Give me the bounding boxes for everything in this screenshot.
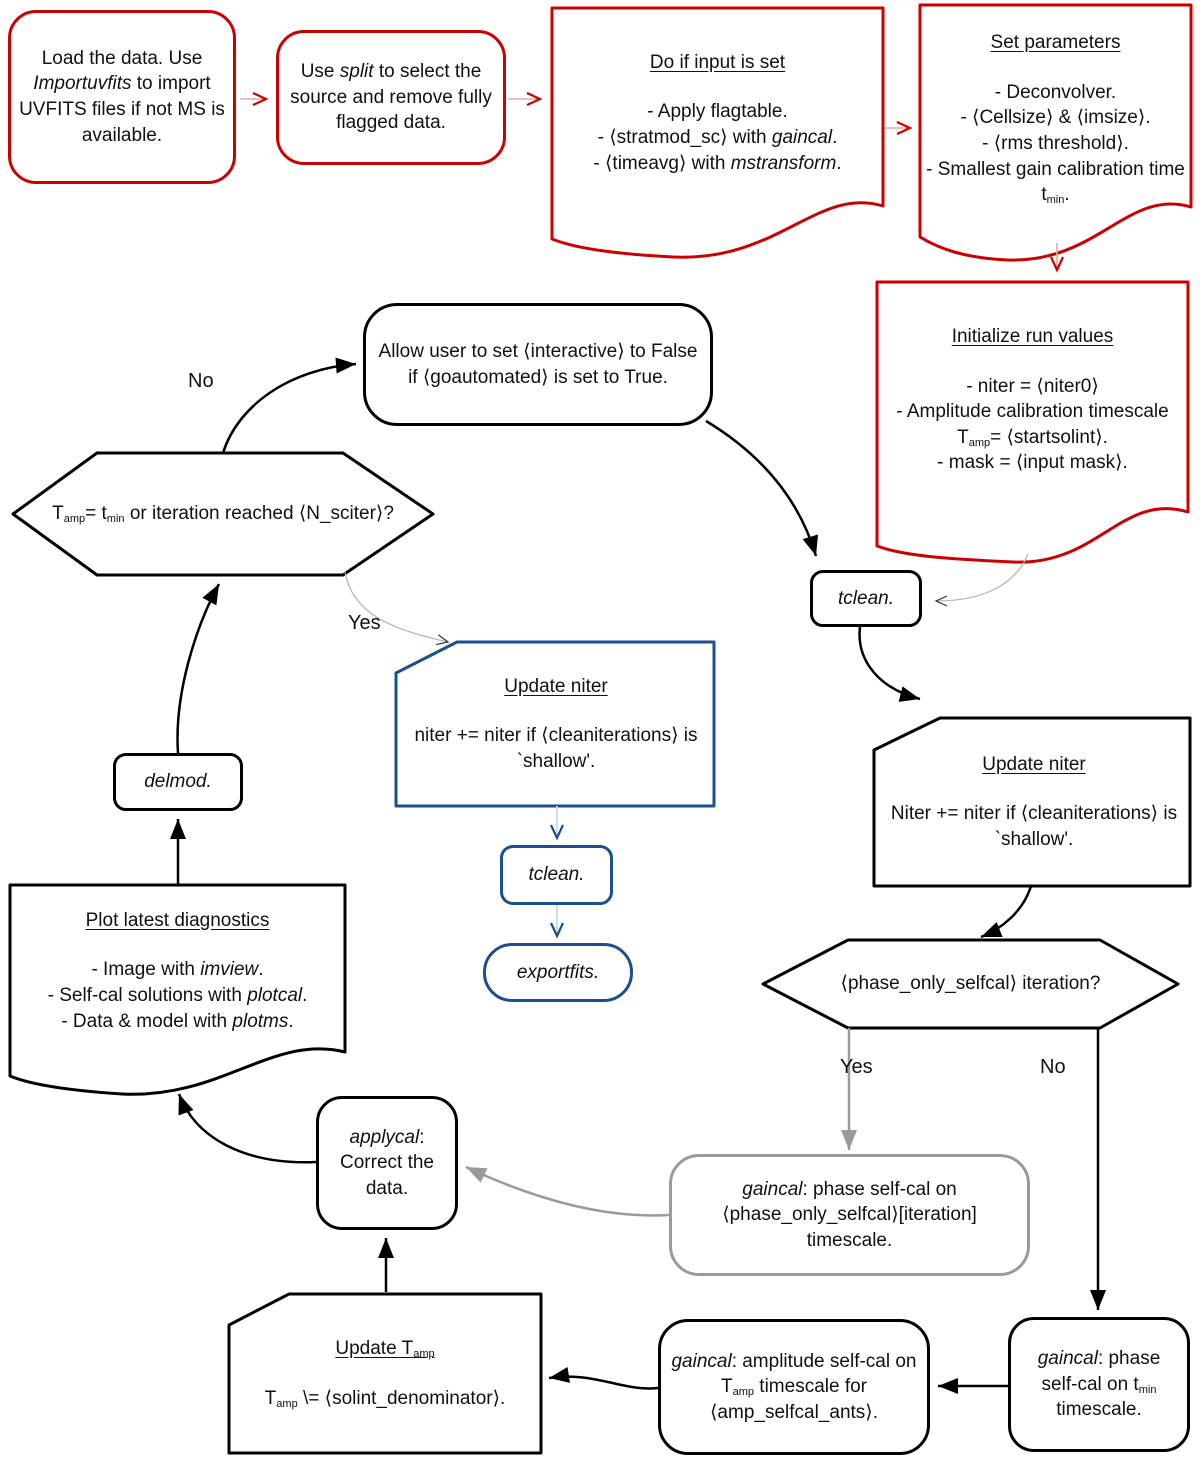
tclean-exit-text: tclean.: [528, 864, 585, 886]
plot-diagnostics-item: - Image with imview.: [91, 959, 264, 981]
allow-user-text: Allow user to set ⟨interactive⟩ to False if ⟨goautomated⟩ is set to True.: [378, 340, 698, 388]
initialize-run-document-shape: [877, 282, 1188, 562]
allow-user-node: [363, 303, 713, 426]
edge-applycal-to-plot-diagnostics: [179, 1094, 316, 1162]
edge-gaincal-amp-to-update-tamp: [549, 1377, 658, 1389]
gaincal-phase-tmin-node: [1008, 1317, 1190, 1452]
set-parameters-item: - Smallest gain calibration time $t_{min}$.: [926, 158, 1185, 207]
tclean-main-node: [810, 570, 922, 627]
do-if-input-item: - ⟨timeavg⟩ with mstransform.: [593, 152, 842, 174]
edge-delmod-to-tamp-decision: [178, 584, 219, 753]
tamp-decision-hexagon: [13, 453, 433, 575]
update-niter-exit-flag-shape: [396, 642, 714, 806]
update-tamp-text: $T_{amp}$ \= ⟨solint_denominator⟩.: [264, 1387, 506, 1410]
update-niter-exit-title: Update niter: [504, 675, 608, 697]
initialize-run-item: - Amplitude calibration timescale $T_{amp}=$ ⟨startsolint⟩.: [896, 401, 1169, 449]
delmod-node: [113, 753, 243, 811]
split-text: Use split to select the source and remove fully flagged data.: [290, 61, 492, 134]
edge-tclean-to-update-niter: [860, 627, 920, 699]
set-parameters-title: Set parameters: [990, 32, 1121, 54]
plot-diagnostics-item: - Self-cal solutions with plotcal.: [47, 985, 308, 1006]
delmod-text: delmod.: [144, 771, 212, 793]
update-niter-main-flag-shape: [874, 718, 1190, 886]
update-tamp-flag-shape: [229, 1294, 541, 1453]
do-if-input-item: - ⟨stratmod_sc⟩ with gaincal.: [597, 127, 838, 148]
plot-diagnostics-item: - Data & model with plotms.: [61, 1010, 294, 1032]
tclean-main-text: tclean.: [838, 587, 894, 609]
update-niter-exit-text: niter += niter if ⟨cleaniterations⟩ is `shallow'.: [414, 725, 698, 772]
split-node: [276, 30, 506, 165]
plot-diagnostics-title: Plot latest diagnostics: [85, 909, 270, 931]
gaincal-phase-tmin-text: gaincal: phase self-cal on $t_{min}$ timescale.: [1037, 1348, 1161, 1421]
update-niter-main-text: Niter += niter if ⟨cleaniterations⟩ is `shallow'.: [890, 803, 1178, 850]
do-if-input-document-shape: [552, 8, 883, 257]
edge-update-niter-to-phase-decision: [981, 886, 1031, 937]
update-tamp-title: Update $T_{amp}$: [335, 1337, 435, 1360]
exportfits-node: [483, 943, 633, 1002]
update-niter-main-title: Update niter: [982, 753, 1086, 775]
plot-diagnostics-document-shape: [10, 885, 345, 1094]
do-if-input-item: - Apply flagtable.: [647, 101, 788, 123]
gaincal-amp-text: gaincal: amplitude self-cal on $T_{amp}$ timescale for ⟨amp_selfcal_ants⟩.: [671, 1350, 917, 1423]
set-parameters-item: - ⟨rms threshold⟩.: [982, 133, 1129, 154]
gaincal-phase-iter-node: [669, 1154, 1030, 1276]
label-no-bottom: No: [1040, 1056, 1066, 1078]
initialize-run-item: - niter = ⟨niter0⟩: [966, 375, 1099, 397]
initialize-run-title: Initialize run values: [951, 325, 1114, 347]
load-data-text: Load the data. Use Importuvfits to import UVFITS files if not MS is available.: [19, 47, 225, 146]
tclean-exit-node: [500, 845, 613, 905]
set-parameters-item: - ⟨Cellsize⟩ & ⟨imsize⟩.: [960, 107, 1151, 129]
edge-tamp-decision-no-to-allow-user: [223, 364, 356, 453]
gaincal-amp-node: [658, 1319, 930, 1455]
initialize-run-item: - mask = ⟨input mask⟩.: [937, 452, 1128, 474]
applycal-text: applycal: Correct the data.: [340, 1126, 434, 1199]
applycal-node: [316, 1096, 458, 1230]
tamp-decision-text: $T_{amp}= t_{min}$ or iteration reached ⟨N_sciter⟩?: [52, 503, 394, 526]
edge-allow-user-to-tclean: [706, 421, 816, 556]
do-if-input-title: Do if input is set: [649, 51, 786, 73]
exportfits-text: exportfits.: [516, 961, 600, 983]
phase-decision-hexagon: [763, 940, 1178, 1028]
set-parameters-item: - Deconvolver.: [994, 81, 1117, 103]
load-data-node: [8, 10, 236, 184]
label-yes-bottom: Yes: [840, 1056, 873, 1078]
label-yes-mid: Yes: [348, 612, 381, 634]
phase-decision-text: ⟨phase_only_selfcal⟩ iteration?: [840, 973, 1101, 995]
gaincal-phase-iter-text: gaincal: phase self-cal on ⟨phase_only_selfcal⟩[iteration] timescale.: [722, 1178, 977, 1251]
edge-gaincal-iter-to-applycal: [466, 1167, 669, 1215]
set-parameters-document-shape: [920, 5, 1191, 260]
label-no-top: No: [188, 370, 214, 392]
